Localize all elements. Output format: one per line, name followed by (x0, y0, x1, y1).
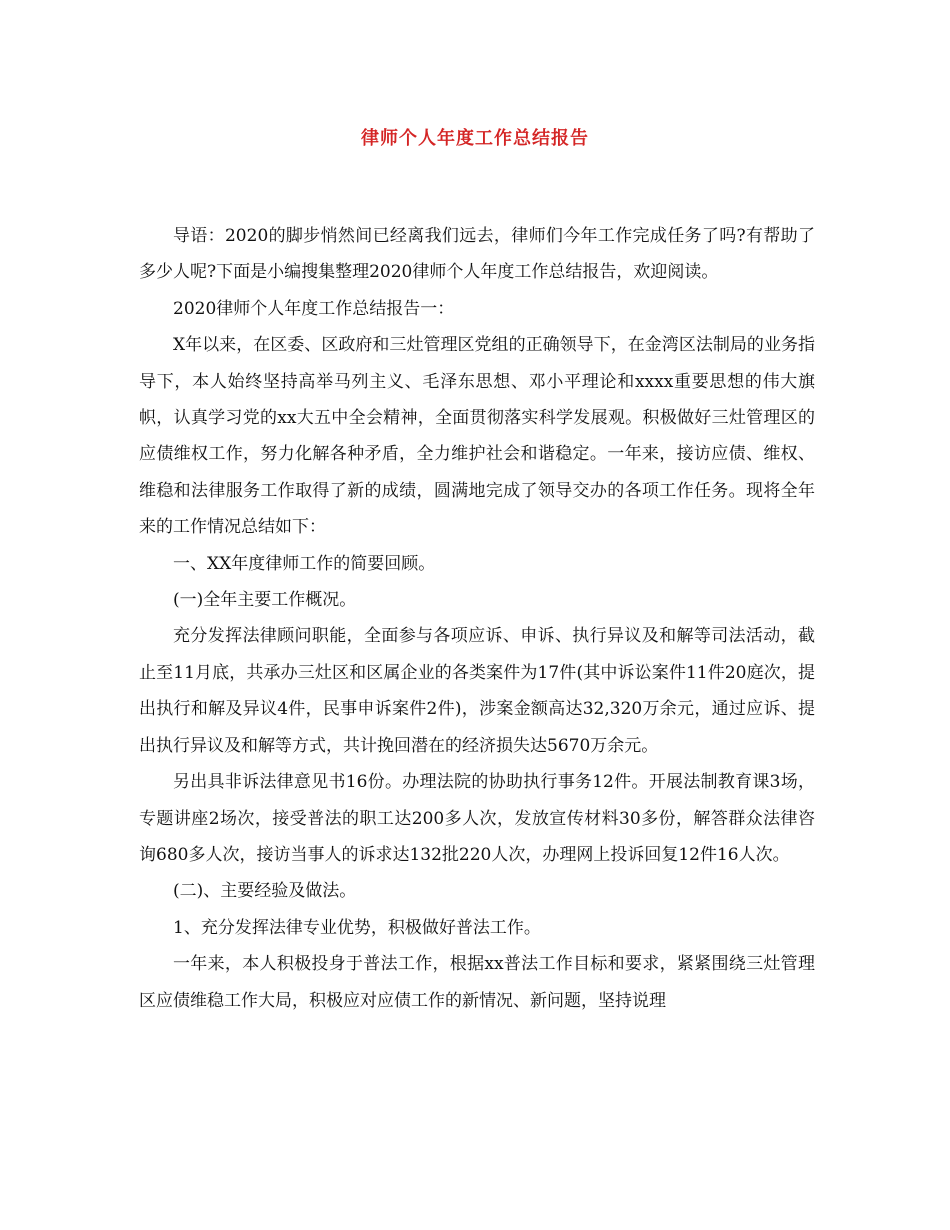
body-paragraph: 另出具非诉法律意见书16份。办理法院的协助执行事务12件。开展法制教育课3场，专题讲座2场次，接受普法的职工达200多人次，发放宣传材料30多份，解答群众法律咨询680多人次，接访当事人的诉求达132批220人次，办理网上投诉回复12件16人次。 (139, 772, 815, 865)
body-paragraph: X年以来，在区委、区政府和三灶管理区党组的正确领导下，在金湾区法制局的业务指导下，本人始终坚持高举马列主义、毛泽东思想、邓小平理论和xxxx重要思想的伟大旗帜，认真学习党的xx大五中全会精神，全面贯彻落实科学发展观。积极做好三灶管理区的应债维权工作，努力化解各种矛盾，全力维护社会和谐稳定。一年来，接访应债、维权、维稳和法律服务工作取得了新的成绩，圆满地完成了领导交办的各项工作任务。现将全年来的工作情况总结如下： (139, 335, 815, 538)
body-paragraph: 一年来，本人积极投身于普法工作，根据xx普法工作目标和要求，紧紧围绕三灶管理区应债维稳工作大局，积极应对应债工作的新情况、新问题，坚持说理 (139, 954, 815, 1011)
subsection-heading: (二)、主要经验及做法。 (173, 881, 357, 902)
subsection-heading: (一)全年主要工作概况。 (173, 590, 357, 611)
item-heading: 1、充分发挥法律专业优势，积极做好普法工作。 (173, 917, 541, 938)
intro-paragraph: 导语：2020的脚步悄然间已经离我们远去，律师们今年工作完成任务了吗?有帮助了多少人呢?下面是小编搜集整理2020律师个人年度工作总结报告，欢迎阅读。 (139, 226, 815, 283)
document-body (139, 218, 815, 1019)
report-heading: 2020律师个人年度工作总结报告一： (173, 298, 455, 319)
document-title: 律师个人年度工作总结报告 (361, 128, 589, 149)
body-paragraph: 充分发挥法律顾问职能，全面参与各项应诉、申诉、执行异议及和解等司法活动，截止至11月底，共承办三灶区和区属企业的各类案件为17件(其中诉讼案件11件20庭次，提出执行和解及异议4件，民事申诉案件2件)，涉案金额高达32,320万余元，通过应诉、提出执行异议及和解等方式，共计挽回潜在的经济损失达5670万余元。 (139, 626, 815, 756)
section-heading: 一、XX年度律师工作的简要回顾。 (173, 553, 436, 574)
